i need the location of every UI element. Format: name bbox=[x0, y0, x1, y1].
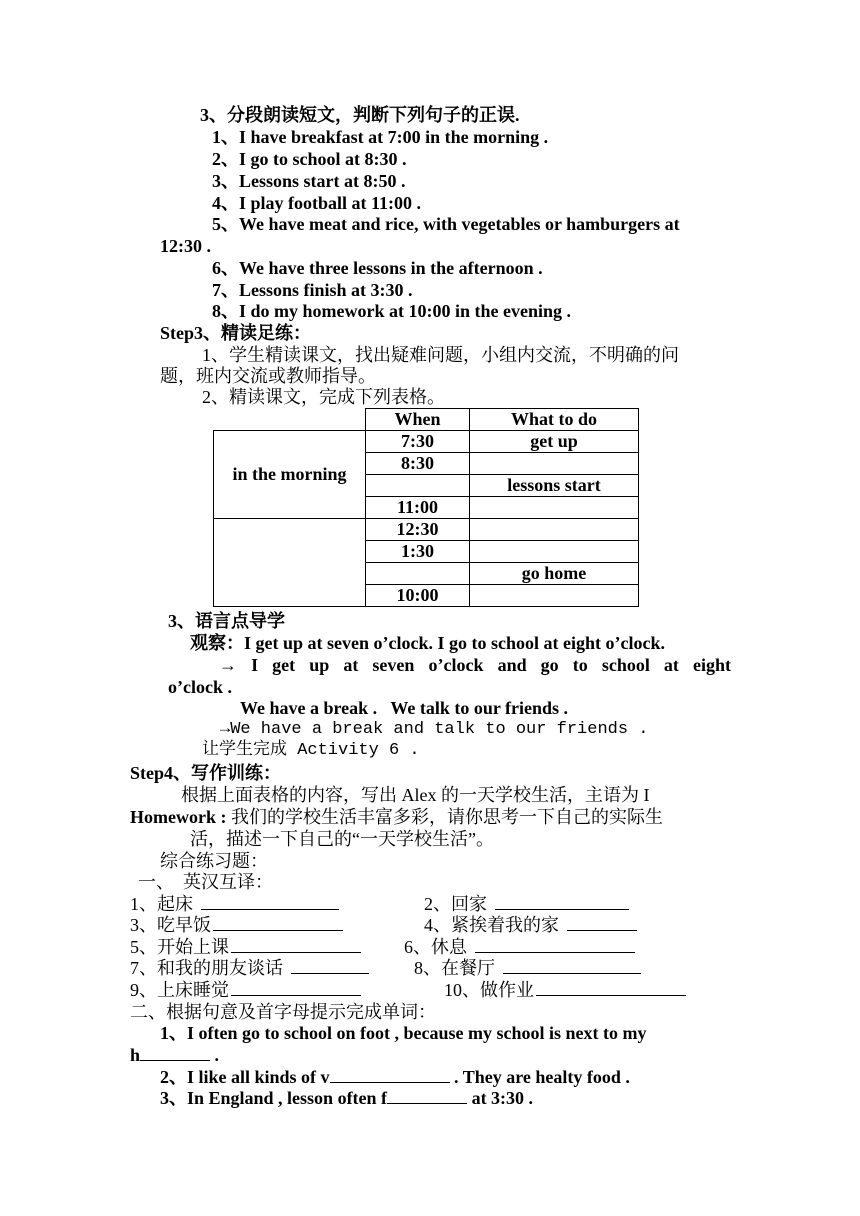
question-1-line2 bbox=[130, 1044, 219, 1066]
question-1-end: . bbox=[210, 1045, 220, 1065]
table-cell-what: get up bbox=[470, 431, 639, 453]
table-header-when: When bbox=[366, 409, 470, 431]
question-2-start: 2、I like all kinds of v bbox=[160, 1067, 330, 1087]
answer-blank[interactable] bbox=[387, 1087, 467, 1104]
statement-5: 5、We have meat and rice, with vegetables or hamburgers at bbox=[212, 214, 680, 234]
step4-line1: 根据上面表格的内容，写出 Alex 的一天学校生活，主语为 I bbox=[181, 785, 650, 805]
arrow-line-1-word: up bbox=[309, 655, 330, 675]
section-heading: 3、分段朗读短文，判断下列句子的正误. bbox=[200, 105, 520, 125]
answer-blank[interactable] bbox=[231, 979, 361, 996]
observe-text: I get up at seven o’clock. I go to school at eight o’clock. bbox=[244, 633, 665, 653]
statement-5-cont: 12:30 . bbox=[160, 236, 211, 256]
table-header-row bbox=[214, 409, 639, 431]
question-2 bbox=[160, 1066, 630, 1088]
question-1-letter: h bbox=[130, 1045, 141, 1065]
part2-title: 二、根据句意及首字母提示完成单词： bbox=[130, 1002, 436, 1022]
answer-blank[interactable] bbox=[567, 914, 637, 931]
arrow-line-1-word: I bbox=[251, 655, 259, 675]
answer-blank[interactable] bbox=[291, 957, 369, 974]
table-cell-what bbox=[470, 519, 639, 541]
arrow-line-1-word: o’clock bbox=[428, 655, 484, 675]
part1-title: 一、 英汉互译： bbox=[138, 872, 273, 892]
arrow-line-2: →We have a break and talk to our friends . bbox=[220, 720, 649, 739]
table-cell-what bbox=[470, 453, 639, 475]
step3-p2: 2、精读课文，完成下列表格。 bbox=[202, 387, 445, 407]
vocab-item-2 bbox=[424, 893, 629, 915]
vocab-label: 7、和我的朋友谈话 bbox=[130, 958, 283, 978]
table-group-afternoon bbox=[214, 519, 366, 607]
statement-3: 3、Lessons start at 8:50 . bbox=[212, 171, 406, 191]
vocab-item-7 bbox=[130, 957, 369, 979]
homework-line bbox=[130, 806, 663, 828]
arrow-line-1-word: get bbox=[272, 655, 296, 675]
table-cell-what bbox=[470, 541, 639, 563]
question-2-end: . They are healty food . bbox=[449, 1067, 630, 1087]
table-group-morning: in the morning bbox=[214, 431, 366, 519]
arrow-line-1-word: school bbox=[601, 655, 650, 675]
table-cell-what: go home bbox=[470, 563, 639, 585]
table-header-what: What to do bbox=[470, 409, 639, 431]
arrow-line-1-word: to bbox=[572, 655, 588, 675]
exercises-title: 综合练习题： bbox=[160, 851, 268, 871]
vocab-label: 1、起床 bbox=[130, 894, 193, 914]
statement-4: 4、I play football at 11:00 . bbox=[212, 193, 422, 213]
vocab-label: 5、开始上课 bbox=[130, 937, 229, 957]
arrow-line-1-word: → bbox=[219, 655, 237, 675]
statement-1: 1、I have breakfast at 7:00 in the morning . bbox=[212, 127, 549, 147]
schedule-table bbox=[213, 408, 639, 607]
answer-blank[interactable] bbox=[495, 893, 629, 910]
answer-blank[interactable] bbox=[330, 1066, 450, 1083]
answer-blank[interactable] bbox=[536, 979, 686, 996]
step3-title: Step3、精读足练： bbox=[160, 323, 312, 343]
table-cell-when: 8:30 bbox=[366, 453, 470, 475]
table-cell-when: 11:00 bbox=[366, 497, 470, 519]
arrow-line-1-word: at bbox=[343, 655, 359, 675]
statement-6: 6、We have three lessons in the afternoon . bbox=[212, 258, 543, 278]
vocab-label: 9、上床睡觉 bbox=[130, 980, 229, 1000]
vocab-label: 3、吃早饭 bbox=[130, 915, 211, 935]
vocab-item-10 bbox=[444, 979, 686, 1001]
table-cell-when: 12:30 bbox=[366, 519, 470, 541]
language-title: 3、语言点导学 bbox=[168, 611, 285, 631]
homework-text: 我们的学校生活丰富多彩，请你思考一下自己的实际生 bbox=[226, 807, 663, 827]
arrow-line-1-word: seven bbox=[372, 655, 415, 675]
vocab-label: 10、做作业 bbox=[444, 980, 534, 1000]
vocab-item-5 bbox=[130, 936, 361, 958]
arrow-line-1-word: go bbox=[540, 655, 559, 675]
statement-8: 8、I do my homework at 10:00 in the evening . bbox=[212, 301, 571, 321]
step3-p1-line1: 1、学生精读课文，找出疑难问题，小组内交流，不明确的问 bbox=[202, 345, 679, 365]
table-cell-what bbox=[470, 497, 639, 519]
vocab-item-9 bbox=[130, 979, 361, 1001]
homework-label: Homework : bbox=[130, 807, 227, 827]
answer-blank[interactable] bbox=[503, 957, 641, 974]
table-cell-when: 10:00 bbox=[366, 585, 470, 607]
vocab-label: 4、紧挨着我的家 bbox=[424, 915, 559, 935]
vocab-item-3 bbox=[130, 914, 343, 936]
statement-2: 2、I go to school at 8:30 . bbox=[212, 149, 407, 169]
question-3-end: at 3:30 . bbox=[467, 1088, 534, 1108]
arrow-line-1-word: and bbox=[497, 655, 527, 675]
answer-blank[interactable] bbox=[213, 914, 343, 931]
vocab-item-6 bbox=[404, 936, 635, 958]
vocab-label: 2、回家 bbox=[424, 894, 487, 914]
observe-line bbox=[190, 632, 665, 654]
arrow-line-1-word: eight bbox=[693, 655, 731, 675]
table-cell-when bbox=[366, 563, 470, 585]
table-cell-when bbox=[366, 475, 470, 497]
question-3 bbox=[160, 1087, 533, 1109]
observe-label: 观察： bbox=[190, 633, 244, 653]
statement-7: 7、Lessons finish at 3:30 . bbox=[212, 280, 413, 300]
question-3-start: 3、In England , lesson often f bbox=[160, 1088, 388, 1108]
table-cell-what bbox=[470, 585, 639, 607]
example-2: We have a break . We talk to our friends . bbox=[240, 698, 569, 718]
table-header-blank bbox=[214, 409, 366, 431]
answer-blank[interactable] bbox=[475, 936, 635, 953]
arrow-line-1 bbox=[219, 654, 731, 676]
homework-line-2: 活，描述一下自己的“一天学校生活”。 bbox=[190, 829, 494, 849]
table-cell-what: lessons start bbox=[470, 475, 639, 497]
table-cell-when: 1:30 bbox=[366, 541, 470, 563]
vocab-label: 6、休息 bbox=[404, 937, 467, 957]
table-cell-when: 7:30 bbox=[366, 431, 470, 453]
arrow-line-1-end: o’clock . bbox=[168, 677, 232, 697]
table-row bbox=[214, 519, 639, 541]
answer-blank[interactable] bbox=[201, 893, 339, 910]
vocab-item-4 bbox=[424, 914, 637, 936]
vocab-label: 8、在餐厅 bbox=[414, 958, 495, 978]
vocab-item-1 bbox=[130, 893, 339, 915]
table-row bbox=[214, 431, 639, 453]
activity-line: 让学生完成 Activity 6 . bbox=[202, 741, 420, 760]
answer-blank[interactable] bbox=[140, 1044, 210, 1061]
answer-blank[interactable] bbox=[231, 936, 361, 953]
step4-title: Step4、写作训练： bbox=[130, 763, 282, 783]
vocab-item-8 bbox=[414, 957, 641, 979]
arrow-line-1-word: at bbox=[663, 655, 679, 675]
step3-p1-line2: 题，班内交流或教师指导。 bbox=[160, 366, 376, 386]
question-1-line1: 1、I often go to school on foot , because my school is next to my bbox=[160, 1023, 647, 1043]
